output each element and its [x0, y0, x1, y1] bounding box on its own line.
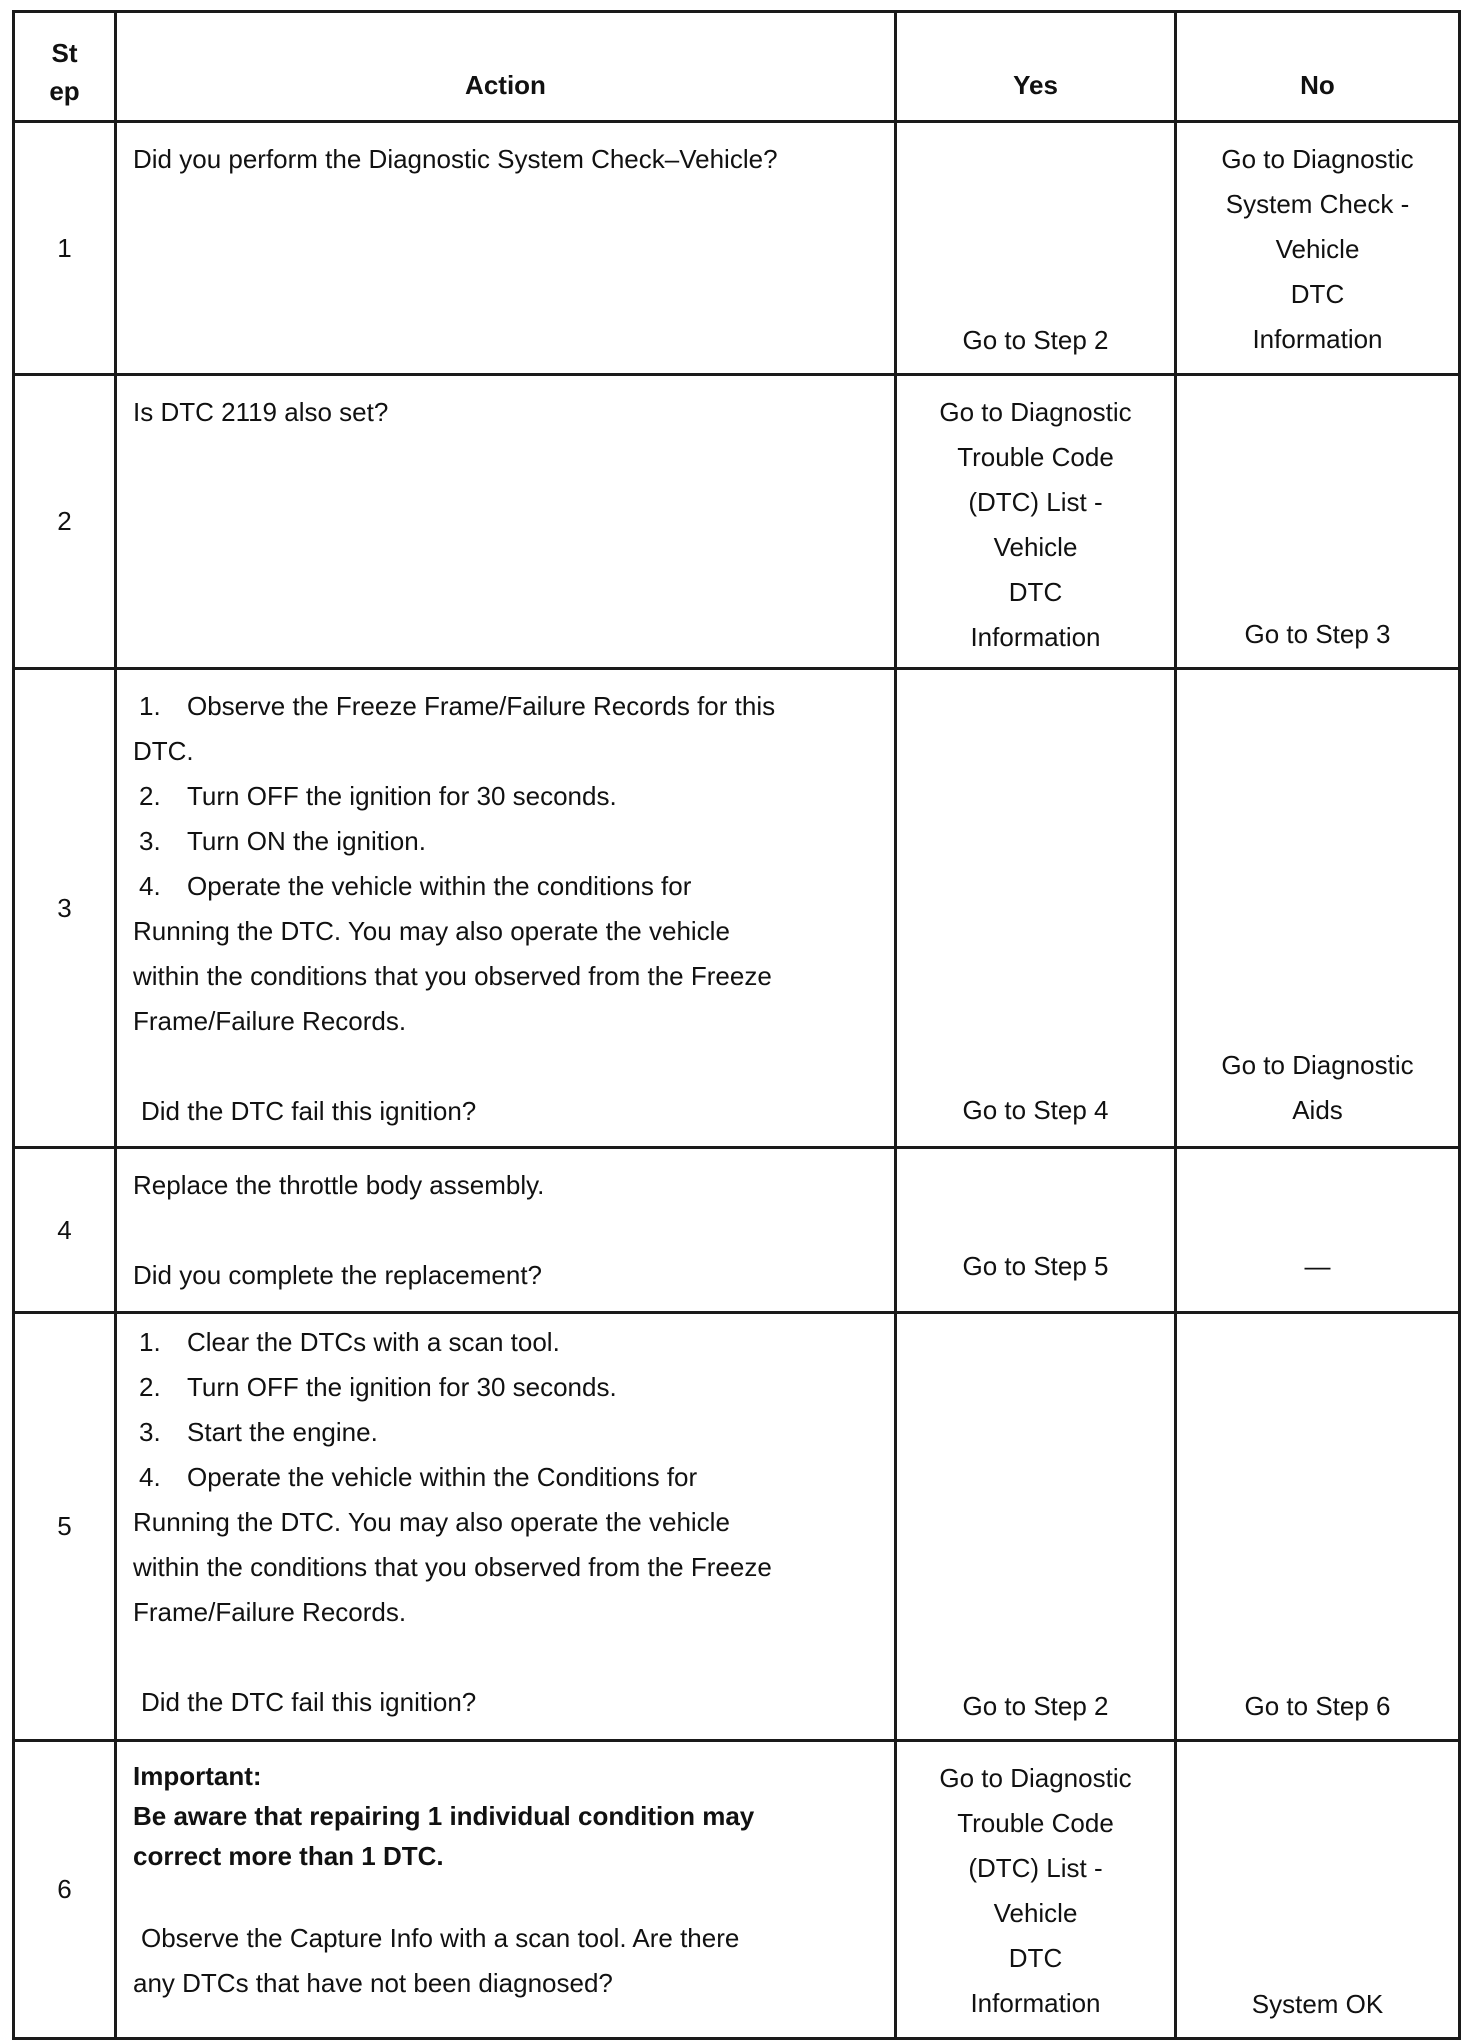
table-row — [14, 1313, 1460, 1741]
yes-cell — [896, 1313, 1176, 1741]
yes-link[interactable]: Go to Step 2 — [962, 325, 1109, 355]
header-no: No — [1176, 12, 1460, 122]
list-item: 2. Turn OFF the ignition for 30 seconds. — [139, 1372, 617, 1402]
diagnostic-table — [12, 10, 1461, 2040]
no-cell — [1176, 1148, 1460, 1313]
list-item: 4. Operate the vehicle within the Conditions for — [139, 1462, 698, 1492]
continuation-line: Frame/Failure Records. — [133, 1006, 407, 1036]
action-text: Is DTC 2119 also set? — [133, 397, 389, 427]
yes-link[interactable]: Go to Step 4 — [962, 1095, 1109, 1125]
question-text: Did the DTC fail this ignition? — [141, 1096, 477, 1126]
table-row — [14, 1148, 1460, 1313]
continuation-line: within the conditions that you observed from the Freeze — [133, 1552, 772, 1582]
table-row — [14, 122, 1460, 375]
header-step: St ep — [14, 12, 116, 122]
action-cell — [116, 122, 896, 375]
continuation-line: Running the DTC. You may also operate the vehicle — [133, 916, 730, 946]
list-item: 3. Turn ON the ignition. — [139, 826, 426, 856]
list-item: 2. Turn OFF the ignition for 30 seconds. — [139, 781, 617, 811]
step-number: 2 — [14, 375, 116, 669]
no-link[interactable]: System OK — [1251, 1989, 1384, 2019]
yes-cell — [896, 1741, 1176, 2039]
yes-cell — [896, 375, 1176, 669]
step-number: 5 — [14, 1313, 116, 1741]
action-cell — [116, 1313, 896, 1741]
table-row — [14, 1741, 1460, 2039]
no-link[interactable]: Go to Diagnostic System Check - Vehicle DTC Information — [1221, 144, 1414, 354]
yes-link[interactable]: Go to Diagnostic Trouble Code (DTC) List - Vehicle DTC Information — [939, 1763, 1132, 2018]
no-cell — [1176, 669, 1460, 1148]
action-cell — [116, 1148, 896, 1313]
yes-cell — [896, 669, 1176, 1148]
yes-cell — [896, 1148, 1176, 1313]
list-item: 1. Observe the Freeze Frame/Failure Records for this — [139, 691, 776, 721]
yes-link[interactable]: Go to Step 2 — [962, 1691, 1109, 1721]
important-label: Important: — [133, 1761, 262, 1791]
no-dash: — — [1304, 1251, 1331, 1281]
no-link[interactable]: Go to Step 3 — [1244, 619, 1391, 649]
continuation-line: Running the DTC. You may also operate the vehicle — [133, 1507, 730, 1537]
no-cell — [1176, 1313, 1460, 1741]
important-text: correct more than 1 DTC. — [133, 1841, 444, 1871]
diagnostic-table-container — [12, 10, 1461, 2040]
step-number: 6 — [14, 1741, 116, 2039]
table-row — [14, 375, 1460, 669]
action-text: Did you perform the Diagnostic System Check–Vehicle? — [133, 144, 778, 174]
continuation-line: Frame/Failure Records. — [133, 1597, 407, 1627]
step-number: 1 — [14, 122, 116, 375]
question-text: Did you complete the replacement? — [133, 1260, 543, 1290]
table-row — [14, 669, 1460, 1148]
no-link[interactable]: Go to Diagnostic Aids — [1221, 1050, 1414, 1125]
no-cell — [1176, 122, 1460, 375]
question-text: Observe the Capture Info with a scan tool. Are there — [141, 1923, 740, 1953]
header-action: Action — [116, 12, 896, 122]
question-text: Did the DTC fail this ignition? — [141, 1687, 477, 1717]
action-cell — [116, 669, 896, 1148]
yes-link[interactable]: Go to Step 5 — [962, 1251, 1109, 1281]
step-number: 3 — [14, 669, 116, 1148]
action-text: Replace the throttle body assembly. — [133, 1170, 545, 1200]
list-item: 1. Clear the DTCs with a scan tool. — [139, 1327, 560, 1357]
no-cell — [1176, 375, 1460, 669]
yes-link[interactable]: Go to Diagnostic Trouble Code (DTC) List - Vehicle DTC Information — [939, 397, 1132, 652]
action-cell — [116, 375, 896, 669]
list-item: DTC. — [133, 736, 194, 766]
question-text: any DTCs that have not been diagnosed? — [133, 1968, 613, 1998]
header-yes: Yes — [896, 12, 1176, 122]
important-text: Be aware that repairing 1 individual condition may — [133, 1801, 755, 1831]
step-number: 4 — [14, 1148, 116, 1313]
continuation-line: within the conditions that you observed from the Freeze — [133, 961, 772, 991]
no-link[interactable]: Go to Step 6 — [1244, 1691, 1391, 1721]
list-item: 4. Operate the vehicle within the conditions for — [139, 871, 692, 901]
header-row — [14, 12, 1460, 122]
yes-cell — [896, 122, 1176, 375]
action-cell — [116, 1741, 896, 2039]
no-cell — [1176, 1741, 1460, 2039]
list-item: 3. Start the engine. — [139, 1417, 378, 1447]
